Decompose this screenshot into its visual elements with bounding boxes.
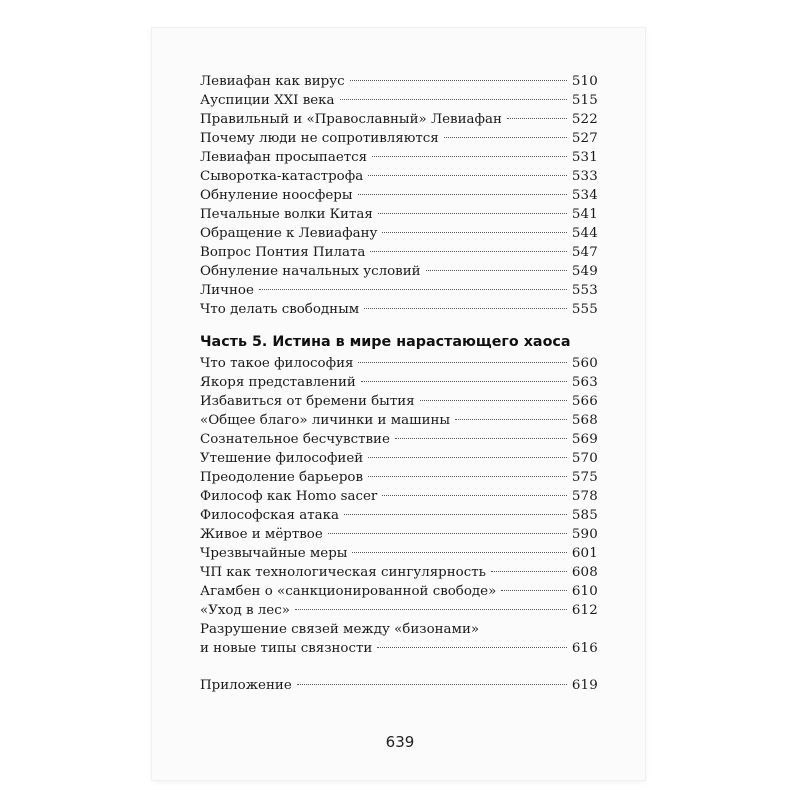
toc-entry-page: 560 [571,356,598,371]
dot-leader [370,251,566,252]
toc-entry [200,639,598,658]
toc-entry-page: 616 [571,641,598,656]
dot-leader [344,514,567,515]
toc-entry-page: 555 [571,302,598,317]
table-of-contents [200,72,598,695]
toc-entry-title: «Уход в лес» [200,603,290,618]
toc-entry [200,449,598,468]
toc-entry-page: 566 [571,394,598,409]
toc-entry [200,262,598,281]
toc-entry-title: Якоря представлений [200,375,356,390]
toc-group-1 [200,72,598,319]
toc-entry-title: Приложение [200,678,292,693]
toc-entry-title: Преодоление барьеров [200,470,364,485]
toc-entry-title: ЧП как технологическая сингулярность [200,565,486,580]
toc-entry-page: 619 [571,678,598,693]
toc-entry-page: 570 [571,451,598,466]
dot-leader [259,289,567,290]
toc-entry [200,563,598,582]
toc-entry-page: 601 [571,546,598,561]
toc-entry-page: 590 [571,527,598,542]
dot-leader [507,118,567,119]
dot-leader [295,609,567,610]
toc-entry [200,243,598,262]
dot-leader [491,571,567,572]
toc-entry-page: 522 [571,112,598,127]
section-heading: Часть 5. Истина в мире нарастающего хаоса [200,334,571,350]
toc-entry-page: 585 [571,508,598,523]
dot-leader [368,476,567,477]
toc-group-2 [200,354,598,620]
toc-entry [200,186,598,205]
toc-entry-appendix [200,676,598,695]
toc-entry [200,91,598,110]
toc-entry-title: Правильный и «Православный» Левиафан [200,112,502,127]
toc-entry [200,430,598,449]
page-number: 639 [385,733,415,751]
toc-entry-page: 608 [571,565,598,580]
toc-entry [200,506,598,525]
toc-entry-title: Левиафан просыпается [200,150,368,165]
toc-entry-page: 563 [571,375,598,390]
toc-entry [200,411,598,430]
toc-entry-title: Почему люди не сопротивляются [200,131,439,146]
toc-entry [200,544,598,563]
dot-leader [378,213,567,214]
dot-leader [361,381,567,382]
toc-entry-page: 534 [571,188,598,203]
dot-leader [501,590,567,591]
toc-entry-title: Философ как Homo sacer [200,489,378,504]
dot-leader [340,99,567,100]
dot-leader [455,419,567,420]
toc-entry-title: Избавиться от бремени бытия [200,394,415,409]
toc-entry-title: Агамбен о «санкционированной свободе» [200,584,497,599]
toc-entry-title: Обнуление начальных условий [200,264,421,279]
toc-entry-title: Вопрос Понтия Пилата [200,245,366,260]
toc-entry-page: 568 [571,413,598,428]
toc-entry [200,167,598,186]
toc-entry-title: Ауспиции XXI века [200,93,335,108]
toc-entry [200,392,598,411]
toc-entry-title: Утешение философией [200,451,364,466]
dot-leader [297,684,567,685]
dot-leader [377,647,567,648]
toc-entry-title: Сыворотка-катастрофа [200,169,364,184]
toc-multiline-entry [200,620,598,658]
toc-entry-title: Живое и мёртвое [200,527,323,542]
toc-entry [200,601,598,620]
toc-entry [200,72,598,91]
toc-entry-page: 578 [571,489,598,504]
toc-entry-page: 533 [571,169,598,184]
dot-leader [395,438,567,439]
toc-entry [200,224,598,243]
toc-entry-title: Сознательное бесчувствие [200,432,390,447]
toc-entry-title: Левиафан как вирус [200,74,345,89]
toc-entry [200,129,598,148]
toc-entry [200,487,598,506]
toc-entry [200,468,598,487]
dot-leader [382,495,567,496]
toc-entry-page: 544 [571,226,598,241]
toc-entry-title: Что такое философия [200,356,354,371]
toc-entry [200,525,598,544]
toc-entry [200,205,598,224]
toc-entry [200,582,598,601]
toc-entry-page: 515 [571,93,598,108]
toc-entry-page: 553 [571,283,598,298]
toc-entry-page: 569 [571,432,598,447]
toc-entry [200,148,598,167]
toc-entry-page: 549 [571,264,598,279]
toc-entry-title: Печальные волки Китая [200,207,373,222]
toc-entry-title: Философская атака [200,508,339,523]
toc-entry [200,300,598,319]
toc-entry-page: 527 [571,131,598,146]
dot-leader [382,232,566,233]
toc-entry-page: 541 [571,207,598,222]
toc-entry-page: 612 [571,603,598,618]
dot-leader [364,308,567,309]
toc-entry [200,110,598,129]
dot-leader [368,457,567,458]
dot-leader [350,80,567,81]
toc-entry-page: 610 [571,584,598,599]
toc-entry-title-line2: и новые типы связности [200,641,373,656]
dot-leader [444,137,567,138]
dot-leader [368,175,567,176]
toc-entry-title: Обнуление ноосферы [200,188,353,203]
toc-entry-page: 575 [571,470,598,485]
toc-entry-title: Обращение к Левиафану [200,226,378,241]
dot-leader [352,552,566,553]
toc-entry-page: 531 [571,150,598,165]
toc-entry-title: Чрезвычайные меры [200,546,348,561]
toc-entry-page: 547 [571,245,598,260]
dot-leader [358,362,566,363]
toc-entry-title: «Общее благо» личинки и машины [200,413,451,428]
dot-leader [328,533,567,534]
toc-entry-title: Что делать свободным [200,302,360,317]
toc-entry-title-line1: Разрушение связей между «бизонами» [200,622,480,637]
dot-leader [420,400,567,401]
toc-entry-page: 510 [571,74,598,89]
toc-entry [200,354,598,373]
dot-leader [372,156,567,157]
dot-leader [358,194,567,195]
dot-leader [426,270,567,271]
toc-entry-title: Личное [200,283,254,298]
toc-entry [200,281,598,300]
toc-entry [200,373,598,392]
